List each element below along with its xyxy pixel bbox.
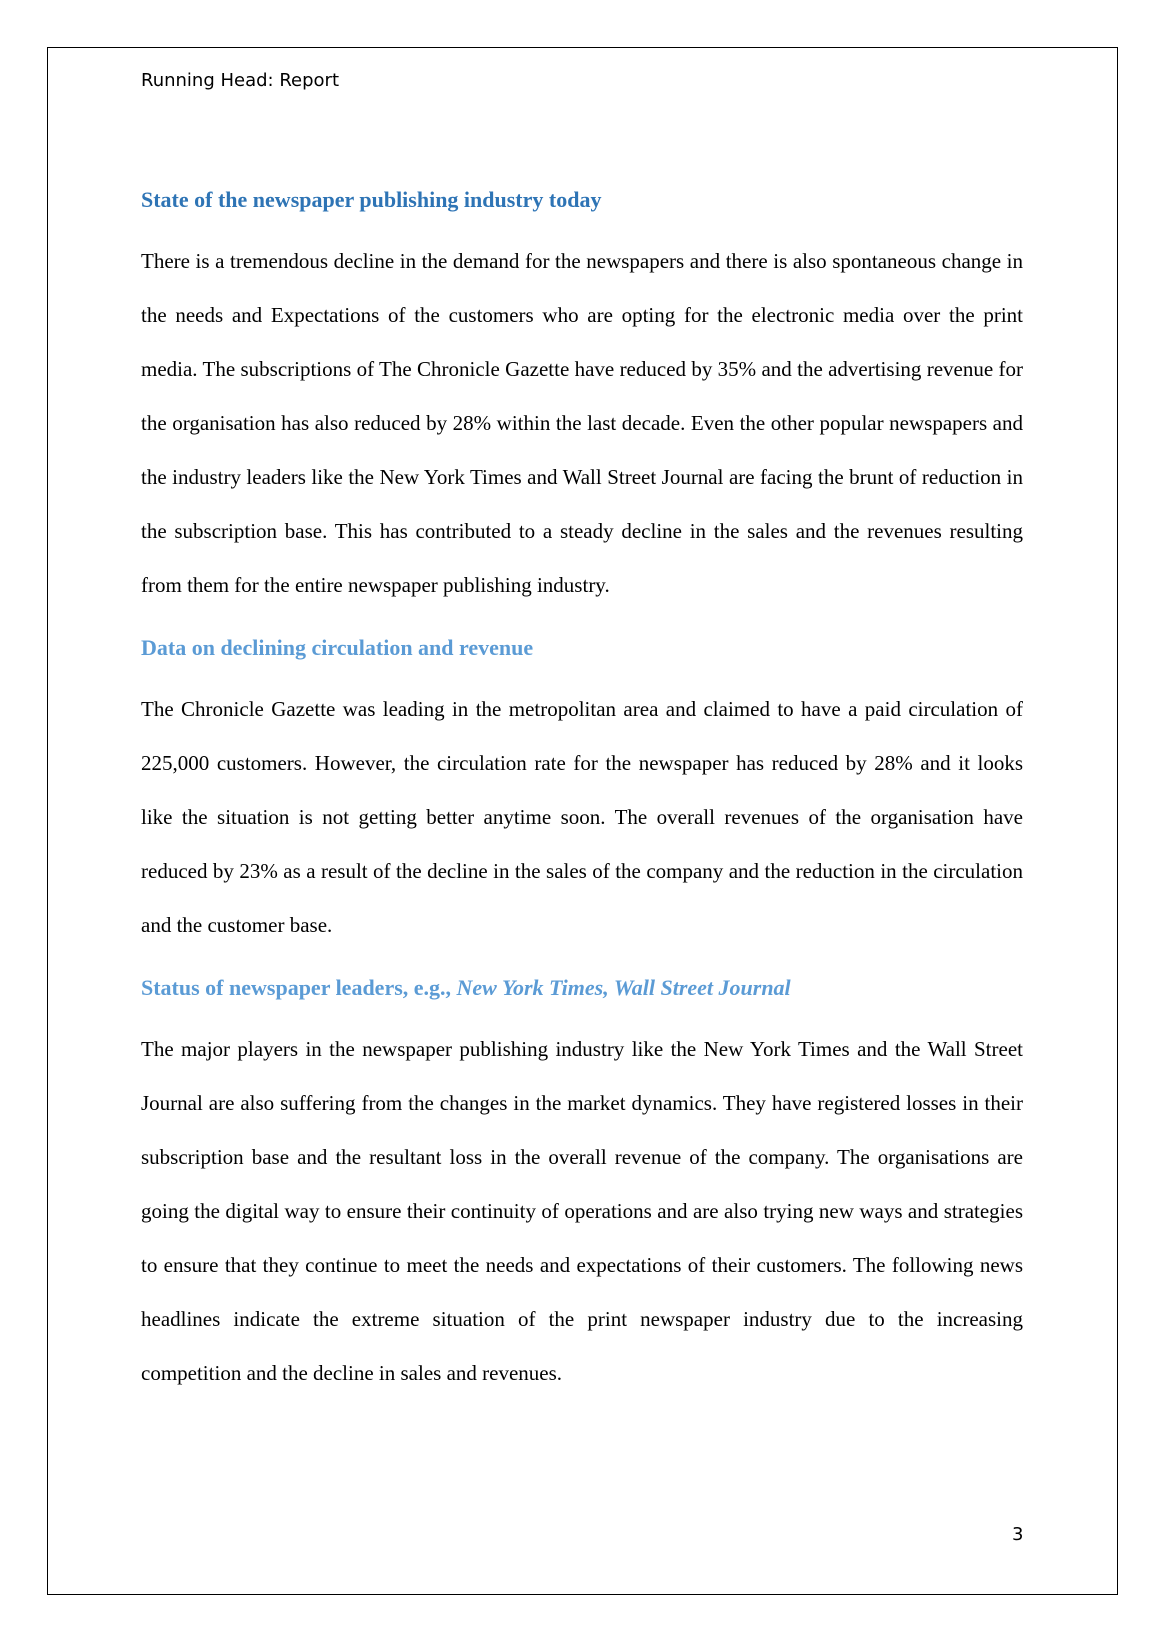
running-head: Running Head: Report (141, 70, 339, 91)
document-body (141, 180, 1023, 1400)
section-heading-newspaper-leaders (141, 968, 1023, 1008)
page-number: 3 (1012, 1524, 1024, 1545)
section-paragraph-industry-state: There is a tremendous decline in the demand for the newspapers and there is also spontaneous change in the needs and Expectations of the customers who are opting for the electronic media over the print media. The subscriptions of The Chronicle Gazette have reduced by 35% and the advertising revenue for the organisation has also reduced by 28% within the last decade. Even the other popular newspapers and the industry leaders like the New York Times and Wall Street Journal are facing the brunt of reduction in the subscription base. This has contributed to a steady decline in the sales and the revenues resulting from them for the entire newspaper publishing industry. (141, 249, 1023, 597)
heading-separator: , (603, 975, 614, 1000)
section-heading-declining-data: Data on declining circulation and revenue (141, 635, 534, 660)
heading-italic-wsj: Wall Street Journal (613, 975, 791, 1000)
section-paragraph-declining-data: The Chronicle Gazette was leading in the metropolitan area and claimed to have a paid circulation of 225,000 customers. However, the circulation rate for the newspaper has reduced by 28% and it looks like the situation is not getting better anytime soon. The overall revenues of the organisation have reduced by 23% as a result of the decline in the sales of the company and the reduction in the circulation and the customer base. (141, 697, 1023, 937)
heading-italic-nyt: New York Times (456, 975, 604, 1000)
heading-prefix: Status of newspaper leaders, e.g., (141, 975, 457, 1000)
section-heading-industry-state: State of the newspaper publishing industry today (141, 187, 602, 212)
section-paragraph-newspaper-leaders: The major players in the newspaper publishing industry like the New York Times and the Wall Street Journal are also suffering from the changes in the market dynamics. They have registered losses in their subscription base and the resultant loss in the overall revenue of the company. The organisations are going the digital way to ensure their continuity of operations and are also trying new ways and strategies to ensure that they continue to meet the needs and expectations of their customers. The following news headlines indicate the extreme situation of the print newspaper industry due to the increasing competition and the decline in sales and revenues. (141, 1037, 1023, 1385)
